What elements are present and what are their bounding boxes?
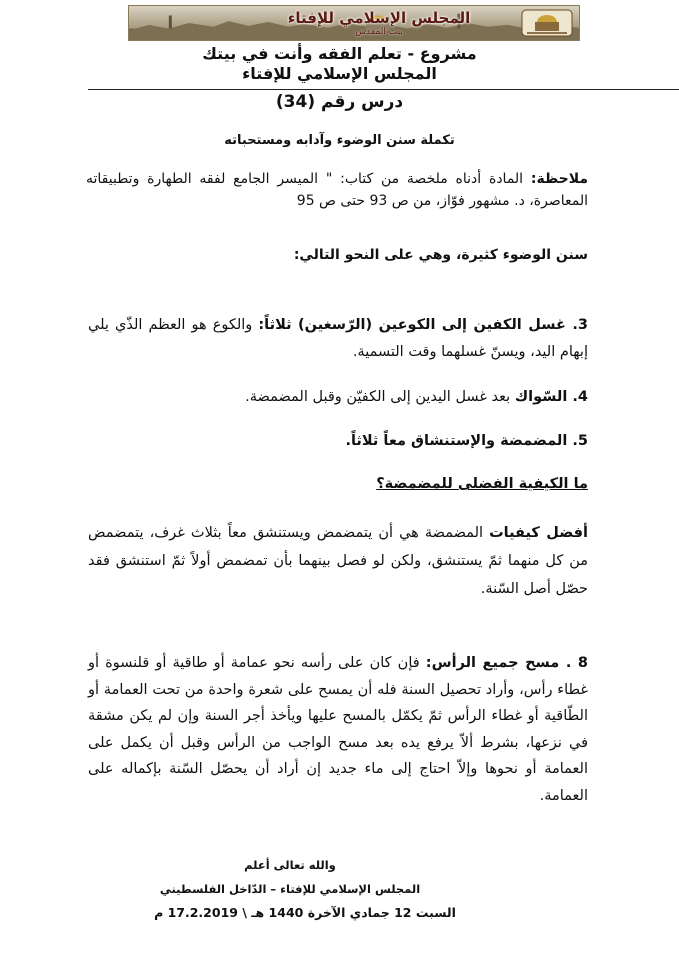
best-method-lead: أفضل كيفيات (489, 525, 588, 541)
item-4-text: بعد غسل اليدين إلى الكفيّن وقبل المضمضة. (245, 389, 515, 405)
question-heading (88, 472, 588, 496)
council-logo-icon (521, 9, 573, 37)
best-method-paragraph (88, 519, 588, 603)
note-label: ملاحظة: (530, 171, 588, 187)
project-title: مشروع - تعلم الفقه وأنت في بيتك (202, 44, 477, 63)
item-8-number: 8 . (565, 655, 588, 671)
best-method-text: المضمضة هي أن يتمضمض ويستنشق معاً بثلاث غرف، يتمضمض من كل منهما ثمّ يستنشق، ولكن لو فصل بينهما بأن تمضمض أولاً ثمّ استنشق فقد حصّل أصل السّنة. (88, 525, 588, 597)
source-note (86, 168, 588, 212)
question-text: ما الكيفية الفضلى للمضمضة؟ (376, 476, 588, 492)
council-title: المجلس الإسلامي للإفتاء (242, 64, 437, 83)
lesson-subject: تكملة سنن الوضوء وآدابه ومستحباته (224, 133, 455, 148)
item-4-heading: السّواك (514, 389, 573, 405)
note-text: المادة أدناه ملخصة من كتاب: " الميسر الجامع لفقه الطهارة وتطبيقاته المعاصرة، د. مشهور فوّاز، من ص 93 حتى ص 95 (86, 171, 588, 209)
item-8-paragraph (88, 650, 588, 809)
item-3-heading: غسل الكفين إلى الكوعين (الرّسغين) ثلاثاً: (258, 317, 573, 333)
item-5-number: 5. (572, 433, 588, 449)
banner-title: المجلس الإسلامي للإفتاء (287, 9, 471, 27)
item-8-heading: مسح جميع الرأس: (425, 655, 566, 671)
item-4-number: 4. (572, 389, 588, 405)
header-banner (128, 5, 580, 41)
item-3-text: والكوع هو العظم الذّي يلي إبهام اليد، ويسنّ غسلهما وقت التسمية. (88, 317, 588, 360)
intro-heading: سنن الوضوء كثيرة، وهي على النحو التالي: (293, 247, 588, 263)
lesson-number: درس رقم (34) (275, 92, 404, 112)
closing-line-1: والله تعالى أعلم (244, 858, 336, 872)
banner-subtitle: بيت المقدس (355, 27, 403, 37)
item-3-number: 3. (572, 317, 588, 333)
closing-date: السبت 12 جمادي الآخرة 1440 هـ \ 17.2.2019 م (154, 905, 456, 920)
item-4-paragraph (88, 385, 588, 409)
item-8-text: فإن كان على رأسه نحو عمامة أو طاقية أو قلنسوة أو غطاء رأس، وأراد تحصيل السنة فله أن يمسح على شعرة واحدة من تحت العمامة أو الطّاقية أو غطاء الرأس ثمّ يكمّل بالمسح عليها ويأخذ أجر السنة وإن لم يكن مشقة في نزعها، بشرط ألاّ يرفع يده بعد مسح الواجب من الرأس وقبل أن يكمل على العمامة أو نحوها وإلاّ احتاج إلى ماء جديد إن أراد أن يحصّل السّنة بإكماله على العمامة. (88, 655, 588, 804)
closing-line-2: المجلس الإسلامي للإفتاء – الدّاخل الفلسطيني (159, 882, 421, 896)
header-divider (88, 89, 679, 90)
item-5-heading: المضمضة والإستنشاق معاً ثلاثاً. (345, 433, 573, 449)
item-5-paragraph (88, 429, 588, 453)
item-3-paragraph (88, 312, 588, 366)
